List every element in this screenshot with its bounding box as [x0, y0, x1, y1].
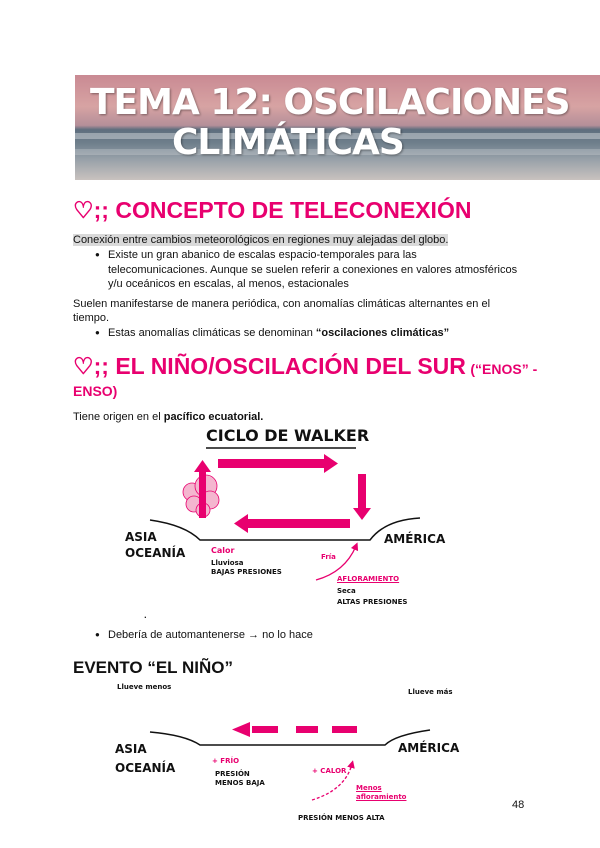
- menos-afloramiento-label: Menos afloramiento: [356, 784, 407, 801]
- bullet-oscilaciones-bold: “oscilaciones climáticas”: [315, 327, 450, 339]
- bullet-automantenerse: ● Debería de automantenerse → no lo hace: [108, 628, 508, 643]
- mas-calor-label: + CALOR: [312, 767, 347, 775]
- bullet-escalas: ● Existe un gran abanico de escalas espacio-temporales para las telecomunicaciones. Aunque se suelen referir a conexiones en valores atmosféricos y/u oceánicos en escalas, al menos, estacionales: [108, 248, 518, 292]
- highlighted-definition: Conexión entre cambios meteorológicos en regiones muy alejadas del globo.: [73, 234, 449, 246]
- bullet-oscilaciones-text: Estas anomalías climáticas se denominan: [108, 327, 316, 339]
- llueve-mas-label: Llueve más: [408, 688, 453, 696]
- enso-heading-main: ♡;; EL NIÑO/OSCILACIÓN DEL SUR: [73, 353, 466, 379]
- title-line-2: CLIMÁTICAS: [172, 122, 404, 163]
- altas-presiones-label: ALTAS PRESIONES: [337, 598, 408, 606]
- seca-label: Seca: [337, 587, 356, 595]
- nino-heading: EVENTO “EL NIÑO”: [73, 658, 233, 677]
- calor-label: Calor: [211, 546, 235, 555]
- llueve-menos-label: Llueve menos: [117, 683, 172, 691]
- nino-arrow-shaft: [252, 726, 357, 733]
- bajas-presiones-label: BAJAS PRESIONES: [211, 568, 282, 576]
- nino-asia-label: ASIA OCEANÍA: [115, 742, 176, 775]
- mas-frio-label: + FRÍO: [212, 757, 240, 765]
- presion-menos-baja-label: PRESIÓN MENOS BAJA: [215, 770, 265, 787]
- walker-up-arrow: [199, 470, 206, 518]
- enso-heading-small: (“ENOS” -: [470, 361, 538, 377]
- title-line-1: TEMA 12: OSCILACIONES: [90, 82, 570, 123]
- walker-asia-label: ASIA OCEANÍA: [125, 530, 186, 560]
- nino-america-label: AMÉRICA: [398, 741, 460, 755]
- nino-arrow-head: [232, 722, 250, 737]
- afloramiento-label: AFLORAMIENTO: [337, 575, 400, 583]
- section-heading-teleconexion: ♡;; CONCEPTO DE TELECONEXIÓN: [73, 197, 472, 223]
- walker-bottom-arrow: [246, 519, 350, 528]
- walker-america-label: AMÉRICA: [384, 532, 446, 546]
- enso-heading-line2: ENSO): [73, 383, 118, 399]
- walker-title: CICLO DE WALKER: [206, 426, 370, 445]
- page-number: 48: [512, 799, 525, 811]
- origin-bold: pacífico ecuatorial.: [163, 411, 264, 423]
- walker-down-arrow: [358, 474, 366, 510]
- fria-label: Fría: [321, 553, 336, 561]
- dot-mark: .: [144, 612, 147, 620]
- walker-top-arrow: [218, 459, 326, 468]
- origin-prefix: Tiene origen en el: [73, 411, 164, 423]
- presion-menos-alta-label: PRESIÓN MENOS ALTA: [298, 814, 385, 822]
- lluviosa-label: Lluviosa: [211, 559, 244, 567]
- paragraph-periodica: Suelen manifestarse de manera periódica, con anomalías climáticas alternantes en el tiempo.: [73, 298, 491, 324]
